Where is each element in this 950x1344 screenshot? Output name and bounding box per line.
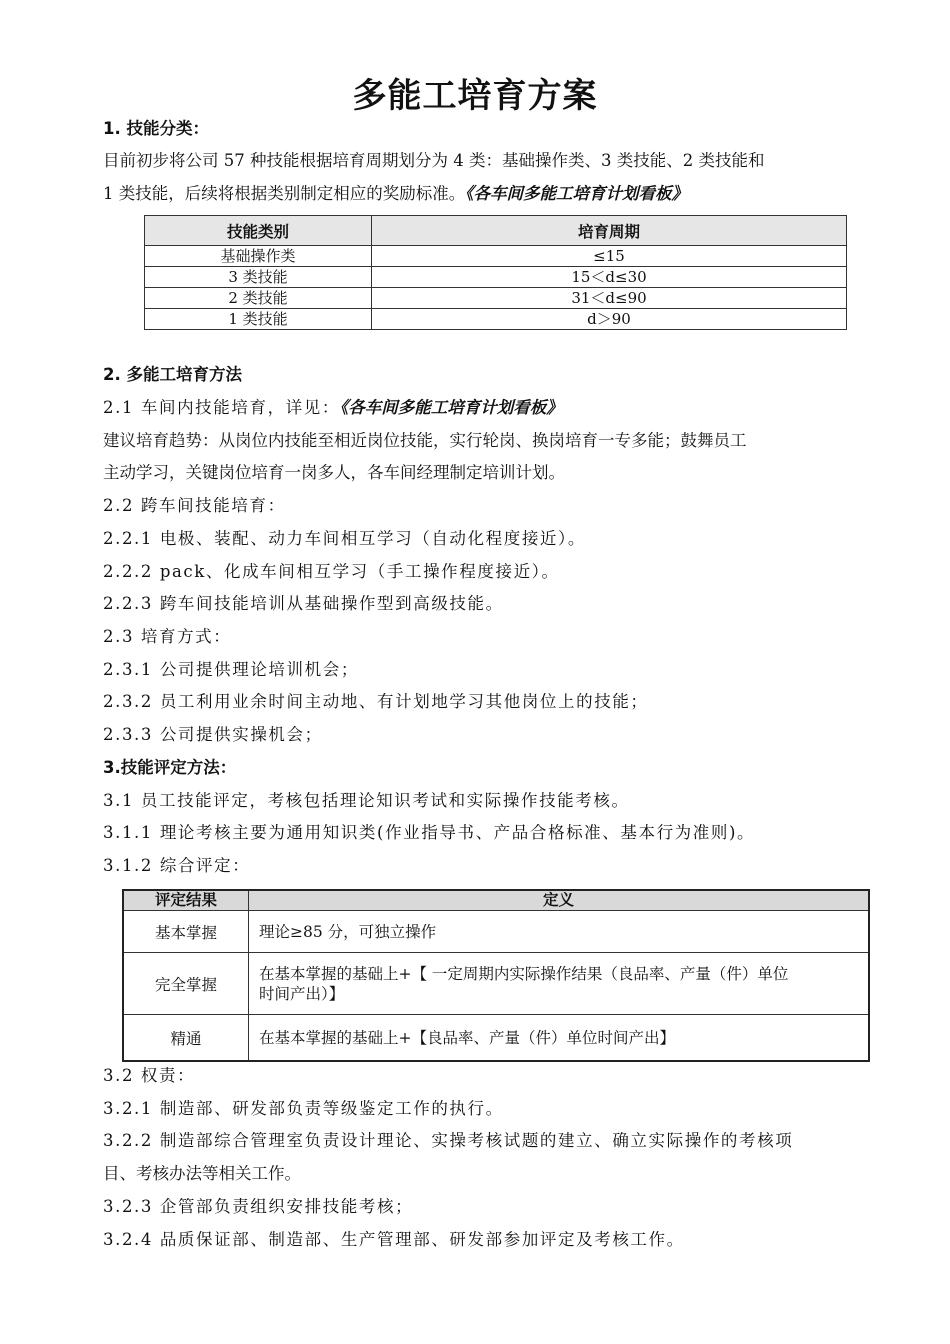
skill-category-cell: 1 类技能 xyxy=(145,309,372,330)
skill-category-cell: 2 类技能 xyxy=(145,288,372,309)
skill-category-table xyxy=(144,215,847,330)
table-header-row xyxy=(145,216,847,246)
definition-line: 在基本掌握的基础上+【 一定周期内实际操作结果（良品率、产量（件）单位 xyxy=(259,964,789,983)
skill-category-cell: 基础操作类 xyxy=(145,246,372,267)
training-period-cell: d＞90 xyxy=(372,309,847,330)
table-row xyxy=(123,953,869,1015)
section-3-heading: 3.技能评定方法： xyxy=(103,758,237,777)
column-header-definition: 定义 xyxy=(249,890,870,911)
definition-line: 理论≥85 分，可独立操作 xyxy=(259,922,437,941)
result-cell: 精通 xyxy=(123,1015,249,1062)
body-line: 2.3.3 公司提供实操机会； xyxy=(103,725,323,744)
body-line: 3.2.4 品质保证部、制造部、生产管理部、研发部参加评定及考核工作。 xyxy=(103,1230,685,1249)
body-line: 目、考核办法等相关工作。 xyxy=(103,1164,301,1183)
training-period-cell: 15＜d≤30 xyxy=(372,267,847,288)
training-period-cell: ≤15 xyxy=(372,246,847,267)
evaluation-table xyxy=(122,889,870,1062)
section-2-1-line xyxy=(103,397,863,419)
column-header-skill-category: 技能类别 xyxy=(145,216,372,246)
table-header-row xyxy=(123,890,869,911)
column-header-result: 评定结果 xyxy=(123,890,249,911)
table-row xyxy=(145,288,847,309)
definition-cell xyxy=(249,953,870,1015)
body-line: 3.1 员工技能评定，考核包括理论知识考试和实际操作技能考核。 xyxy=(103,791,630,810)
definition-line: 在基本掌握的基础上+【良品率、产量（件）单位时间产出】 xyxy=(259,1028,675,1047)
body-line: 2.3.1 公司提供理论培训机会； xyxy=(103,660,359,679)
body-line: 3.2.1 制造部、研发部负责等级鉴定工作的执行。 xyxy=(103,1099,504,1118)
result-cell: 完全掌握 xyxy=(123,953,249,1015)
kanban-reference: 《各车间多能工培育计划看板》 xyxy=(465,184,688,203)
body-line: 2.3.2 员工利用业余时间主动地、有计划地学习其他岗位上的技能； xyxy=(103,692,649,711)
section-1-paragraph-text: 1 类技能，后续将根据类别制定相应的奖励标准。 xyxy=(103,184,466,203)
table-row xyxy=(145,309,847,330)
training-period-cell: 31＜d≤90 xyxy=(372,288,847,309)
column-header-training-period: 培育周期 xyxy=(372,216,847,246)
result-cell: 基本掌握 xyxy=(123,911,249,953)
definition-line: 时间产出）】 xyxy=(259,984,345,1003)
section-2-heading: 2. 多能工培育方法 xyxy=(103,365,242,384)
body-line: 3.2.2 制造部综合管理室负责设计理论、实操考核试题的建立、确立实际操作的考核项 xyxy=(103,1131,794,1150)
table-row xyxy=(123,911,869,953)
document-title: 多能工培育方案 xyxy=(352,76,598,116)
definition-cell xyxy=(249,911,870,953)
table-row xyxy=(145,246,847,267)
body-line: 3.2 权责： xyxy=(103,1066,196,1085)
body-line: 主动学习，关键岗位培育一岗多人，各车间经理制定培训计划。 xyxy=(103,463,565,482)
body-line: 2.2.3 跨车间技能培训从基础操作型到高级技能。 xyxy=(103,594,504,613)
section-1-paragraph-line-2 xyxy=(103,183,863,205)
body-line: 建议培育趋势：从岗位内技能至相近岗位技能，实行轮岗、换岗培育一专多能；鼓舞员工 xyxy=(103,431,747,450)
body-line: 3.2.3 企管部负责组织安排技能考核； xyxy=(103,1197,414,1216)
body-line: 2.2.1 电极、装配、动力车间相互学习（自动化程度接近）。 xyxy=(103,529,586,548)
kanban-reference: 《各车间多能工培育计划看板》 xyxy=(340,398,563,417)
section-2-1-text: 2.1 车间内技能培育，详见： xyxy=(103,398,340,417)
section-1-heading: 1. 技能分类： xyxy=(103,119,209,138)
skill-category-cell: 3 类技能 xyxy=(145,267,372,288)
body-line: 2.3 培育方式： xyxy=(103,627,232,646)
table-row xyxy=(145,267,847,288)
body-line: 2.2 跨车间技能培育： xyxy=(103,496,286,515)
definition-cell xyxy=(249,1015,870,1062)
body-line: 2.2.2 pack、化成车间相互学习（手工操作程度接近）。 xyxy=(103,562,560,581)
body-line: 3.1.1 理论考核主要为通用知识类(作业指导书、产品合格标准、基本行为准则)。 xyxy=(103,823,756,842)
section-1-paragraph-line-1: 目前初步将公司 57 种技能根据培育周期划分为 4 类：基础操作类、3 类技能、2 类技能和 xyxy=(103,151,765,170)
table-row xyxy=(123,1015,869,1062)
body-line: 3.1.2 综合评定： xyxy=(103,856,251,875)
